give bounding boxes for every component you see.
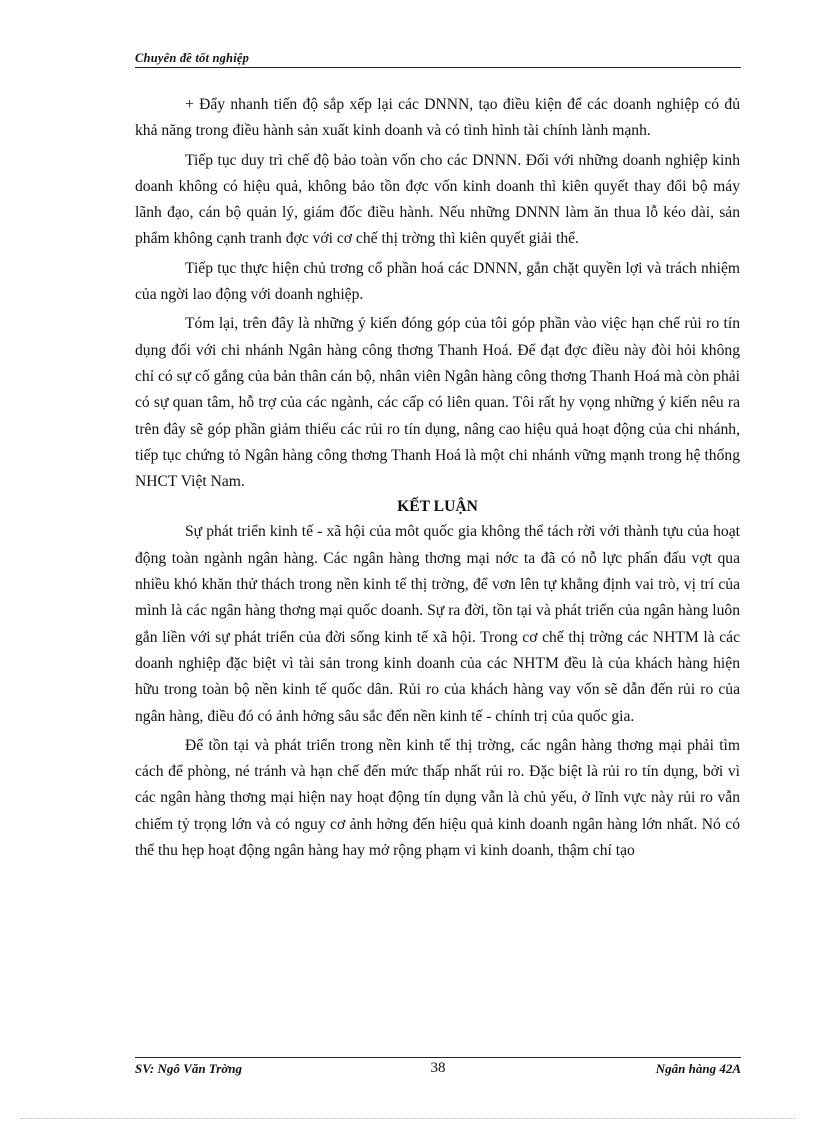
page-header (135, 50, 741, 68)
paragraph-equitization: Tiếp tục thực hiện chủ trơng cổ phần hoá các DNNN, gắn chặt quyền lợi và trách nhiệm của ngời lao động với doanh nghiệp. (135, 259, 740, 304)
header-title: Chuyên đề tốt nghiệp (135, 51, 250, 65)
footer-class: Ngân hàng 42A (655, 1061, 741, 1076)
conclusion-paragraph-2: Để tồn tại và phát triển trong nền kinh tế thị trờng, các ngân hàng thơng mại phải tìm cách để phòng, né tránh và hạn chế đến mức thấp nhất rủi ro. Đặc biệt là rủi ro tín dụng, bởi vì các ngân hàng thơng mại hiện nay hoạt động tín dụng vẫn là chủ yếu, ở lĩnh vực này rủi ro vẫn chiếm tỷ trọng lớn và có nguy cơ ảnh hởng đến hiệu quả kinh doanh ngân hàng lớn nhất. Nó có thể thu hẹp hoạt động ngân hàng hay mở rộng phạm vi kinh doanh, thậm chí tạo (135, 736, 740, 860)
paragraph-summary: Tóm lại, trên đây là những ý kiến đóng góp của tôi góp phần vào việc hạn chế rủi ro tín dụng đối với chi nhánh Ngân hàng công thơng Thanh Hoá. Để đạt đợc điều này đòi hỏi không chỉ có sự cố gắng của bản thân cán bộ, nhân viên Ngân hàng công thơng Thanh Hoá mà còn phải có sự quan tâm, hỗ trợ của các ngành, các cấp có liên quan. Tôi rất hy vọng những ý kiến nêu ra trên đây sẽ góp phần giảm thiểu các rủi ro tín dụng, nâng cao hiệu quả hoạt động của chi nhánh, tiếp tục chứng tỏ Ngân hàng công thơng Thanh Hoá là một chi nhánh vững mạnh trong hệ thống NHCT Việt Nam. (135, 315, 740, 491)
conclusion-paragraph-1: Sự phát triển kinh tế - xã hội của môt quốc gia không thể tách rời với thành tựu của hoạt động toàn ngành ngân hàng. Các ngân hàng thơng mại nớc ta đã có nỗ lực phấn đấu vợt qua nhiều khó khăn thử thách trong nền kinh tế thị trờng, để vơn lên tự khẳng định vai trò, vị trí của mình là các ngân hàng thơng mại quốc doanh. Sự ra đời, tồn tại và phát triển của ngân hàng luôn gắn liền với sự phát triển của đời sống kinh tế xã hội. Trong cơ chế thị trờng các NHTM là các doanh nghiệp đặc biệt vì tài sản trong kinh doanh của các NHTM đều là của khách hàng hiện hữu trong toàn bộ nền kinh tế quốc dân. Rủi ro của khách hàng vay vốn sẽ dẫn đến rủi ro của ngân hàng, điều đó có ảnh hởng sâu sắc đến nền kinh tế - chính trị của quốc gia. (135, 523, 740, 725)
footer-author: SV: Ngô Văn Trờng (135, 1061, 243, 1076)
page-number: 38 (430, 1060, 446, 1076)
document-body (135, 92, 740, 864)
paragraph-capital-preservation: Tiếp tục duy trì chế độ bảo toàn vốn cho các DNNN. Đối với những doanh nghiệp kinh doanh không có hiệu quả, không bảo tồn đợc vốn kinh doanh thì kiên quyết thay đổi bộ máy lãnh đạo, cán bộ quản lý, giám đốc điều hành. Nếu những DNNN làm ăn thua lỗ kéo dài, sản phẩm không cạnh tranh đợc với cơ chế thị trờng thì kiên quyết giải thể. (135, 151, 740, 248)
page-bottom-divider (20, 1118, 796, 1119)
conclusion-heading: KẾT LUẬN (397, 498, 478, 516)
paragraph-restructure-soe: + Đẩy nhanh tiến độ sắp xếp lại các DNNN, tạo điều kiện để các doanh nghiệp có đủ khả năng trong điều hành sản xuất kinh doanh và có tình hình tài chính lành mạnh. (135, 96, 740, 140)
page-footer (135, 1057, 741, 1082)
